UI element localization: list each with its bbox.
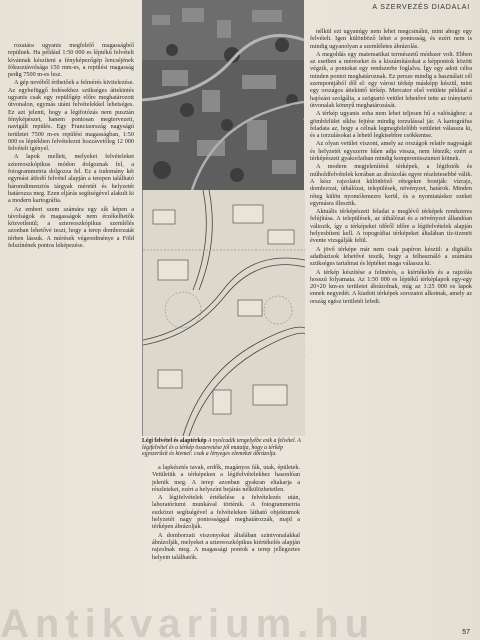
paragraph: Az emberi szem számára egy sík képen a távolságok és magasságok nem érzékelhetők közvetlenül; a sztereoszkópikus szemlélés azonban lehetővé teszi, hogy a terep domborzatát térben lássuk. A mérések végeredménye a Föld felszínének pontos leképezése. (8, 205, 134, 250)
paragraph: A megoldás egy matematikai természetű módszer volt. Ebben az esetben a méréseket és a kiszámításokat a képpontok között végzik, a pontokat egy rendszerbe foglalva. Így egy adott célra minden pontot meghatároznak. Ez persze mindig a használati cél szempontjából dől el: egy városi térkép másképp készül, mint egy országos áttekintő térkép. Mercator első vetülete például a hajózást szolgálta, a szögtartó vetület lehetővé tette az iránytartó útvonalak könnyű meghatározását. (310, 50, 472, 109)
paragraph: a lapkésztés tavak, erdők, magányos fák, utak, épületek. Vetületük a térképeken a légifelvételekhez hasonlóan jelenik meg. A terep azonban gyakran eltakarja a részleteket, ezért a helyszíni bejárás nélkülözhetetlen. (152, 464, 300, 493)
paragraph: A domborzati viszonyokat általában szintvonalakkal ábrázolják, melyeket a sztereoszkópikus kiértékelés alapján rajzolnak meg. A magassági pontok a terep jellegzetes helyein találhatók. (152, 531, 300, 561)
paragraph: A térkép ugyanis soha nem lehet teljesen hű a valósághoz: a gömbfelület síkba fejtése mindig torzulással jár. A kartográfus feladata az, hogy a célnak legmegfelelőbb vetületet válassza ki, és a torzulásokat a lehető legkisebbre csökkentse. (310, 110, 472, 140)
paragraph: nélkül ezt ugyanúgy nem lehet megcsinálni, mint ahogy egy felvételt. Igen különböző lehet a pontosság, és ezért nem is mindig ugyanolyan a szemléletes ábrázolás. (310, 28, 472, 50)
page-number: 57 (462, 629, 470, 636)
paragraph: rozatára ugyanis megfelelő magasságból repülnek. Ha például 1:50 000 es léptékű felvételt kívánnak készíteni a fényképezőgép lencséjének fókusztávolsága 150 mm-es, a repülési magasság pedig 7500 m-es lesz. (8, 42, 134, 79)
aerial-photo-image (142, 0, 304, 190)
paragraph: Aktuális térképészeti feladat a meglévő térképek rendszeres felújítása. A települések, az úthálózat és a növényzet állandóan változik, így a térképeket időről időre a légifelvételek alapján helyesbíteni kell. A topográfiai térképeket általában tíz-tizenöt évente vizsgálják felül. (310, 208, 472, 245)
paragraph: A gép nevéből érthetőek a felmérés kivitelezése. Az egybefüggő fedésekhez szükséges áttekintés ugyanis csak egy repülőgép előre meghatározott útvonalon, egymás utáni felvételekkel lehetséges. Ez azt jelenti, hogy a légifotózás nem pusztán fényképészet, hanem pontosan megtervezett, navigált repülés. Egy Franciaország nagyságú területet 7500 m-es repülési magasságban, 1:50 000 es léptékben felvételezni hozzávetőleg 12 000 felvételt igényel. (8, 79, 134, 153)
paragraph: A légifelvételek értékelése a felvételezés után, laboratóriumi munkával történik. A fotogrammetria eszközei segítségével a felvételeken látható objektumok helyzetét nagy pontossággal meghatározzák, majd a térképen ábrázolják. (152, 494, 300, 531)
text-column-left (8, 42, 134, 632)
paragraph: A modern megjelenítésű térképek, a légifotók és műholdfelvételek korában az ábrázolás egyre részletesebbé válik. A kész rajzolatot különböző rétegekre bontják: vízrajz, domborzat, úthálózat, települések, növényzet, határok. Minden réteg külön nyomólemezre kerül, és a nyomtatáskor ezeket egymásra illesztik. (310, 163, 472, 207)
running-header: A SZERVEZÉS DIADALAI (372, 4, 470, 11)
caption-title: Légi felvétel és alaptérkép (142, 438, 207, 444)
paragraph: A térkép készítése a felmérés, a kiértékelés és a rajzolás hosszú folyamata. Az 1:50 000 es léptékű térképlapok egy-egy 20×20 km-es területet ábrázolnak, míg az 1:25 000 es lapok ennek negyedét. A kiadott térképek sorozatot alkotnak, amely az ország egész területét lefedi. (310, 268, 472, 305)
figure-caption (142, 438, 306, 458)
caption-text: A nyolcadik tengelyébe esik a felvétel. A légifelvétel és a térkép összevetése jól mutatja, hogy a térkép egyszerűsít és kiemel: csak a lényeges elemeket ábrázolja. (142, 438, 301, 458)
paragraph: A lapok mellett, melyeket felvételeket sztereoszkópikus módon dolgoznak fel, a fotogrammetria dolgozza fel. Ez a tudomány két egymást átfedő felvétel alapján a terepen található háromdimenziós tárgyak méretét és helyzetét határozza meg. Ezen eljárás segítségével alakult ki a modern kartográfia. (8, 153, 134, 205)
paragraph: A jövő térképe már nem csak papíron készül: a digitális adatbázisok lehetővé teszik, hogy a felhasználó a számára szükséges tartalmat és léptéket maga válassza ki. (310, 245, 472, 268)
paragraph: Az olyan vetület viszont, amely az országok relatív nagyságát és helyzetét egyszerre hűen adja vissza, nem létezik; ezért a térképészeti gyakorlatban mindig kompromisszumot kötnek. (310, 140, 472, 163)
base-map (142, 190, 305, 436)
text-column-right (310, 28, 472, 636)
aerial-photo (142, 0, 304, 190)
watermark: Antikvarium.hu (0, 604, 376, 640)
base-map-drawing (143, 190, 305, 436)
